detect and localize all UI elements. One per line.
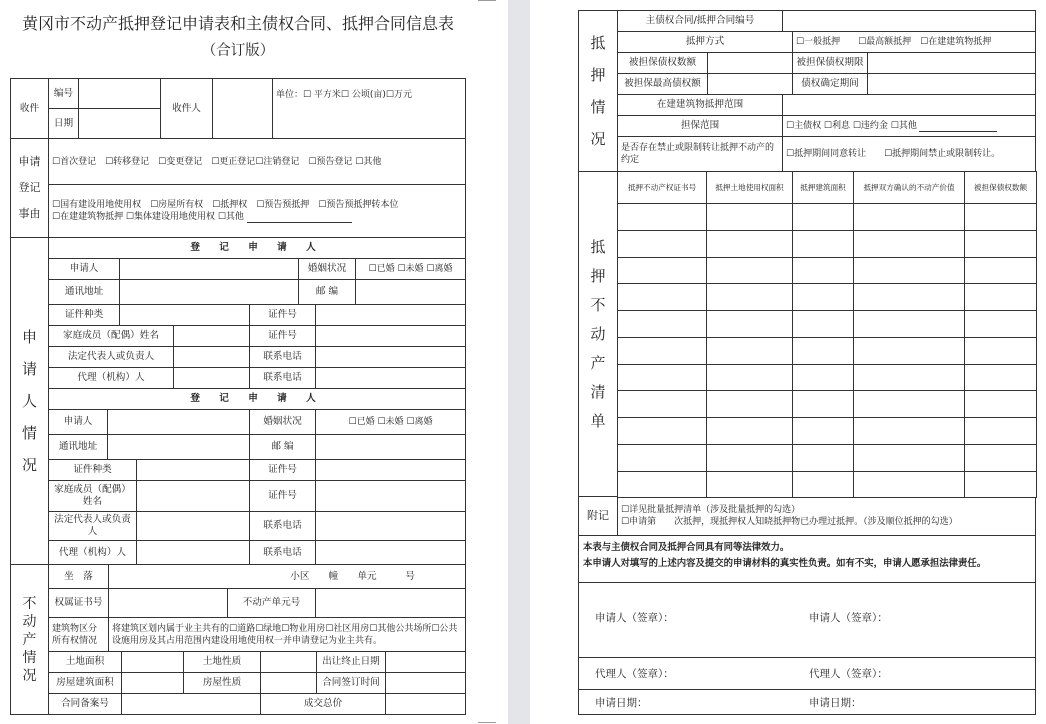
debt-period-field[interactable] (867, 73, 1036, 95)
family-id-field[interactable] (315, 325, 466, 347)
number-field[interactable] (78, 78, 161, 109)
date-field[interactable] (78, 108, 161, 139)
property-list-cell[interactable] (853, 417, 965, 445)
section-label-char: 产 (590, 353, 606, 372)
applicant-signature-right[interactable]: 申请人（签章）： (806, 608, 1006, 628)
land-nature-field[interactable] (260, 651, 317, 673)
appendix-options[interactable] (617, 496, 1036, 536)
unit-selector[interactable]: 单位：☐ 平方米☐ 公顷(亩)☐万元 (272, 78, 466, 139)
property-list-cell[interactable] (617, 364, 707, 392)
house-nature-field[interactable] (260, 672, 317, 694)
house-nature-label: 房屋性质 (183, 672, 261, 694)
max-amount-label: 被担保最高债权额 (617, 73, 708, 95)
agent-field[interactable] (173, 367, 250, 389)
property-list-cell[interactable] (792, 471, 854, 499)
property-list-column-header: 抵押不动产权证书号 (617, 171, 707, 204)
statement-line: 本申请人对填写的上述内容及提交的申请材料的真实性负责。如有不实，申请人愿承担法律责任。 (583, 558, 987, 569)
section-label-char: 况 (590, 130, 606, 148)
property-list-cell[interactable] (617, 471, 707, 499)
contract-record-label: 合同备案号 (48, 693, 122, 715)
property-list-cell[interactable] (706, 257, 793, 285)
unit-number-label: 不动产单元号 (227, 588, 316, 618)
max-amount-field[interactable] (707, 73, 793, 95)
legal-statement (578, 535, 1036, 583)
property-list-column-header: 被担保债权数额 (964, 171, 1037, 204)
ownership-options[interactable]: 将建筑区划内属于业主共有的☐道路☐绿地☐物业用房☐社区用房☐其他公共场所☐公共设施用房及其占用范围内建设用地使用权一并申请登记为业主共有。 (108, 617, 466, 652)
section-label-char: 抵 (590, 237, 606, 256)
property-list-cell[interactable] (706, 283, 793, 311)
property-list-column-header: 抵押双方确认的不动产价值 (853, 171, 965, 204)
applicant-signature-left[interactable]: 申请人（签章）： (592, 608, 792, 628)
property-list-cell[interactable] (792, 310, 854, 338)
address-field[interactable] (107, 434, 250, 460)
section-label-char: 情 (21, 424, 37, 442)
page-corner-mark (478, 722, 496, 723)
agent-signature-right[interactable]: 代理人（签章）： (806, 664, 1006, 684)
section-label-char: 抵 (590, 34, 606, 52)
receiver-label: 收件人 (160, 78, 213, 139)
transfer-term-label: 出让终止日期 (316, 651, 386, 673)
property-list-cell[interactable] (792, 257, 854, 285)
land-area-field[interactable] (121, 651, 184, 673)
secured-amount-field[interactable] (707, 52, 793, 74)
contract-number-field[interactable] (782, 10, 1036, 32)
id-type-label: 证件种类 (48, 304, 120, 326)
marital-label: 婚姻状况 (249, 409, 316, 435)
mortgage-method-label: 抵押方式 (617, 31, 793, 53)
property-list-cell[interactable] (706, 337, 793, 365)
debt-period-label: 债权确定期间 (792, 73, 868, 95)
property-list-column-header: 抵押建筑面积 (792, 171, 854, 204)
property-list-cell[interactable] (792, 390, 854, 418)
property-list-cell[interactable] (617, 230, 707, 258)
applicant-section-label (10, 237, 49, 565)
contract-record-field[interactable] (121, 693, 261, 715)
property-list-cell[interactable] (964, 364, 1037, 392)
property-list-cell[interactable] (706, 310, 793, 338)
application-date-left[interactable]: 申请日期： (592, 693, 792, 713)
property-list-cell[interactable] (617, 257, 707, 285)
form-page-right (578, 10, 1036, 715)
property-list-cell[interactable] (853, 337, 965, 365)
applicant-block-2-header: 登 记 申 请 人 (48, 388, 466, 410)
construction-scope-field[interactable] (782, 94, 1036, 116)
property-list-cell[interactable] (706, 230, 793, 258)
house-area-label: 房屋建筑面积 (48, 672, 122, 694)
id-number-field[interactable] (315, 304, 466, 326)
section-label-char: 请 (21, 360, 37, 378)
property-list-cell[interactable] (617, 203, 707, 231)
family-member-label: 家庭成员（配偶）姓名 (48, 325, 174, 347)
section-label-char: 押 (590, 66, 606, 84)
property-list-cell[interactable] (964, 310, 1037, 338)
property-list-cell[interactable] (853, 283, 965, 311)
family-member-field[interactable] (173, 325, 250, 347)
postcode-field[interactable] (315, 434, 466, 460)
postcode-label: 邮 编 (249, 434, 316, 460)
id-type-field[interactable] (119, 304, 250, 326)
secured-term-label: 被担保债权期限 (792, 52, 868, 74)
appendix-option-line: ☐申请第 次抵押，现抵押权人知晓抵押物已办理过抵押。（涉及顺位抵押的勾选） (621, 517, 958, 527)
property-list-cell[interactable] (792, 444, 854, 472)
section-label-char: 动 (590, 324, 606, 343)
section-label-char: 情 (590, 98, 606, 116)
register-matter-label-line: 登记 (18, 181, 41, 194)
agent-phone-field[interactable] (315, 540, 466, 565)
property-list-cell[interactable] (706, 390, 793, 418)
agent-label: 代理（机构）人 (48, 367, 174, 389)
property-list-cell[interactable] (964, 471, 1037, 499)
section-label-char: 申 (21, 328, 37, 346)
property-list-cell[interactable] (706, 364, 793, 392)
property-list-cell[interactable] (792, 230, 854, 258)
contract-number-label: 主债权合同/抵押合同编号 (617, 10, 783, 32)
property-list-cell[interactable] (853, 364, 965, 392)
section-label-char: 动 (22, 613, 37, 630)
family-member-field[interactable] (136, 480, 250, 512)
contract-date-label: 合同签订时间 (316, 672, 386, 694)
property-list-cell[interactable] (853, 471, 965, 499)
section-label-char: 产 (22, 631, 37, 648)
property-list-cell[interactable] (617, 417, 707, 445)
property-list-cell[interactable] (706, 203, 793, 231)
property-list-cell[interactable] (706, 417, 793, 445)
phone-field[interactable] (315, 511, 466, 541)
applicant-label: 申请人 (48, 409, 108, 435)
applicant-block-1-header: 登 记 申 请 人 (48, 237, 466, 259)
phone-label: 联系电话 (249, 346, 316, 368)
register-type-options[interactable]: ☐首次登记 ☐转移登记 ☐变更登记 ☐更正登记☐注销登记 ☐预告登记 ☐其他 (48, 138, 466, 185)
applicant-label: 申请人 (48, 258, 120, 280)
property-list-cell[interactable] (617, 444, 707, 472)
agent-label: 代理（机构）人 (48, 540, 137, 565)
section-label-char: 押 (590, 266, 606, 285)
form-title (10, 10, 466, 64)
property-list-cell[interactable] (706, 444, 793, 472)
property-list-cell[interactable] (964, 257, 1037, 285)
ownership-label: 建筑物区分所有权情况 (48, 617, 109, 652)
postcode-label: 邮 编 (298, 279, 356, 305)
property-list-cell[interactable] (617, 337, 707, 365)
address-label: 通讯地址 (48, 434, 108, 460)
deal-price-field[interactable] (385, 693, 466, 715)
right-cert-field[interactable] (108, 588, 228, 618)
document-gap (508, 0, 530, 724)
land-nature-label: 土地性质 (183, 651, 261, 673)
property-list-cell[interactable] (617, 283, 707, 311)
id-number-field[interactable] (315, 459, 466, 481)
property-list-column-header: 抵押土地使用权面积 (706, 171, 793, 204)
family-member-label: 家庭成员（配偶）姓名 (48, 480, 137, 512)
property-list-cell[interactable] (853, 203, 965, 231)
property-list-cell[interactable] (964, 230, 1037, 258)
family-id-field[interactable] (315, 480, 466, 512)
mortgage-method-options[interactable]: ☐一般抵押 ☐最高额抵押 ☐在建建筑物抵押 (792, 31, 1036, 53)
guarantee-scope-options[interactable]: ☐主债权 ☐利息 ☐违约金 ☐其他 (782, 115, 1036, 137)
property-list-cell[interactable] (853, 310, 965, 338)
property-list-cell[interactable] (964, 444, 1037, 472)
date-label: 日期 (48, 108, 79, 139)
address-field[interactable] (119, 279, 299, 305)
applicant-field[interactable] (119, 258, 299, 280)
marital-options[interactable]: ☐已婚 ☐未婚 ☐离婚 (355, 258, 466, 280)
property-list-cell[interactable] (792, 364, 854, 392)
agent-phone-field[interactable] (315, 367, 466, 389)
property-section-label (10, 564, 49, 715)
number-label: 编号 (48, 78, 79, 109)
property-list-cell[interactable] (853, 444, 965, 472)
marital-options[interactable]: ☐已婚 ☐未婚 ☐离婚 (315, 409, 466, 435)
transfer-ban-label: 是否存在禁止或限制转让抵押不动产的约定 (617, 136, 783, 172)
property-list-cell[interactable] (792, 203, 854, 231)
guarantee-scope-label: 担保范围 (617, 115, 783, 137)
construction-scope-label: 在建建筑物抵押范围 (617, 94, 783, 116)
address-label: 通讯地址 (48, 279, 120, 305)
page-corner-mark (478, 0, 496, 1)
location-label: 坐 落 (48, 564, 109, 589)
section-label-char: 不 (22, 595, 37, 612)
agent-phone-label: 联系电话 (249, 540, 316, 565)
section-label-char: 人 (21, 392, 37, 410)
location-field[interactable]: 小区 幢 单元 号 (108, 564, 466, 589)
title-line-1: 黄冈市不动产抵押登记申请表和主债权合同、抵押合同信息表 (21, 14, 454, 33)
phone-label: 联系电话 (249, 511, 316, 541)
register-matter-label-line: 申请 (18, 155, 41, 168)
register-matter-label-line: 事由 (18, 207, 41, 220)
applicant-field[interactable] (107, 409, 250, 435)
marital-label: 婚姻状况 (298, 258, 356, 280)
mortgage-info-label (578, 10, 618, 172)
postcode-field[interactable] (355, 279, 466, 305)
section-label-char: 情 (22, 649, 37, 666)
agent-field[interactable] (136, 540, 250, 565)
id-number-label: 证件号 (249, 304, 316, 326)
id-number-label: 证件号 (249, 459, 316, 481)
register-right-options[interactable] (48, 184, 466, 238)
property-list-cell[interactable] (853, 390, 965, 418)
property-list-cell[interactable] (792, 337, 854, 365)
secured-amount-label: 被担保债权数额 (617, 52, 708, 74)
agent-signature-left[interactable]: 代理人（签章）： (592, 664, 792, 684)
contract-date-field[interactable] (385, 672, 466, 694)
appendix-label: 附记 (578, 496, 618, 536)
unit-number-field[interactable] (315, 588, 466, 618)
title-line-2: （合订版） (201, 43, 275, 59)
legal-rep-field[interactable] (173, 346, 250, 368)
property-list-cell[interactable] (964, 337, 1037, 365)
deal-price-label: 成交总价 (260, 693, 386, 715)
property-list-label (578, 171, 618, 497)
property-list-cell[interactable] (853, 230, 965, 258)
register-matter-label (10, 138, 49, 238)
id-type-label: 证件种类 (48, 459, 137, 481)
register-right-options-line: ☐国有建设用地使用权 ☐房屋所有权 ☐抵押权 ☐预告预抵押 ☐预告预抵押转本位 (52, 200, 399, 210)
section-label-char: 清 (590, 382, 606, 401)
agent-phone-label: 联系电话 (249, 367, 316, 389)
register-right-options-line: ☐在建建筑物抵押 ☐集体建设用地使用权 ☐其他 (52, 211, 352, 223)
section-label-char: 况 (22, 667, 37, 684)
right-cert-label: 权属证书号 (48, 588, 109, 618)
property-list-cell[interactable] (964, 417, 1037, 445)
receipt-label: 收件 (10, 78, 49, 139)
family-id-label: 证件号 (249, 325, 316, 347)
legal-rep-field[interactable] (136, 511, 250, 541)
statement-line: 本表与主债权合同及抵押合同具有同等法律效力。 (583, 542, 790, 553)
property-list-cell[interactable] (853, 257, 965, 285)
property-list-cell[interactable] (706, 471, 793, 499)
property-list-cell[interactable] (617, 310, 707, 338)
family-id-label: 证件号 (249, 480, 316, 512)
legal-rep-label: 法定代表人或负责人 (48, 346, 174, 368)
form-page-left (10, 10, 466, 715)
property-list-cell[interactable] (792, 283, 854, 311)
house-area-field[interactable] (121, 672, 184, 694)
section-label-char: 不 (590, 295, 606, 314)
property-list-cell[interactable] (964, 390, 1037, 418)
property-list-cell[interactable] (964, 203, 1037, 231)
receiver-field[interactable] (212, 78, 273, 139)
legal-rep-label: 法定代表人或负责人 (48, 511, 137, 541)
transfer-ban-options[interactable]: ☐抵押期间同意转让 ☐抵押期间禁止或限制转让。 (782, 136, 1036, 172)
property-list-cell[interactable] (964, 283, 1037, 311)
land-area-label: 土地面积 (48, 651, 122, 673)
appendix-option-line: ☐详见批量抵押清单（涉及批量抵押的勾选） (621, 505, 801, 515)
secured-term-field[interactable] (867, 52, 1036, 74)
id-type-field[interactable] (136, 459, 250, 481)
property-list-cell[interactable] (617, 390, 707, 418)
application-date-right[interactable]: 申请日期： (806, 693, 1006, 713)
transfer-term-field[interactable] (385, 651, 466, 673)
section-label-char: 况 (21, 456, 37, 474)
property-list-cell[interactable] (792, 417, 854, 445)
phone-field[interactable] (315, 346, 466, 368)
section-label-char: 单 (590, 411, 606, 430)
